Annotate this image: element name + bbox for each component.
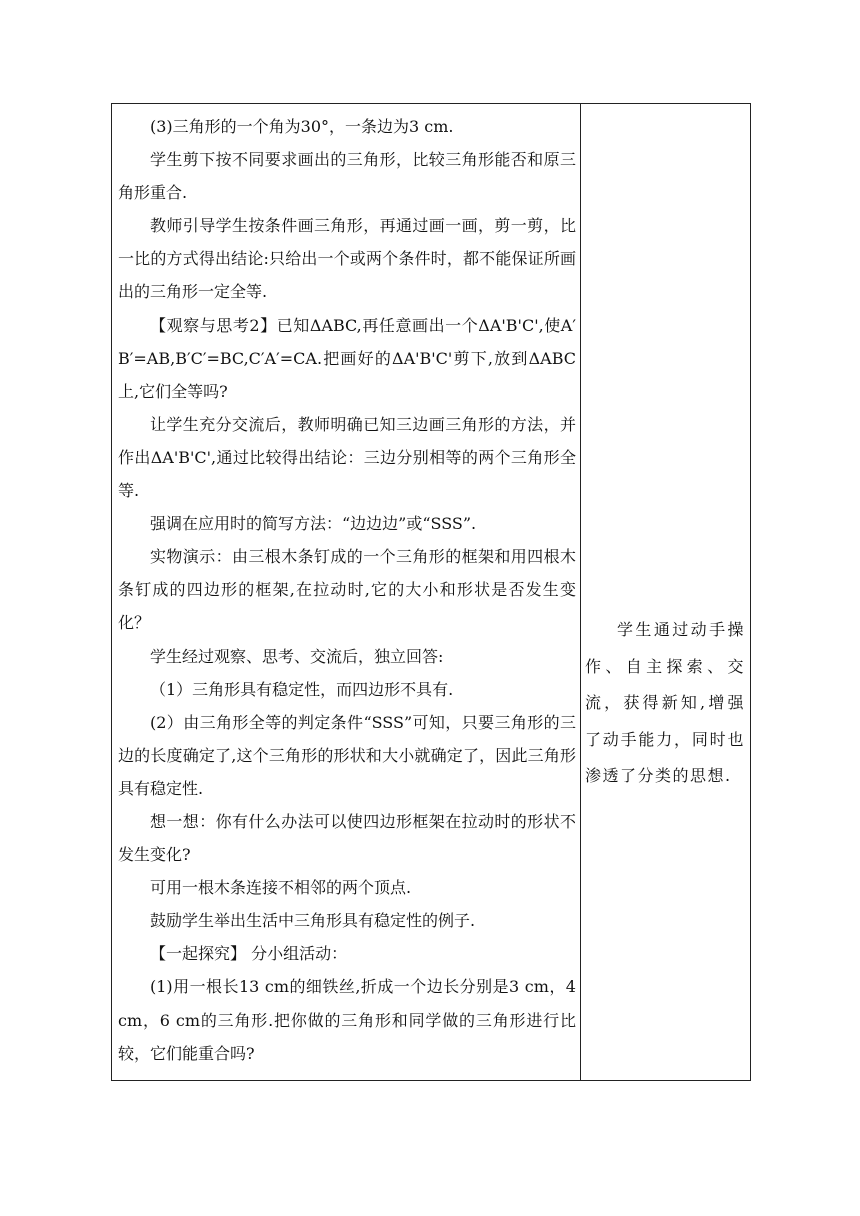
design-intent-cell — [585, 612, 745, 795]
design-intent-note: 学生通过动手操作、自主探索、交流，获得新知,增强了动手能力，同时也渗透了分类的思想. — [585, 620, 745, 785]
paragraph-wood-strip: 可用一根木条连接不相邻的两个顶点. — [150, 878, 412, 898]
paragraph-explore-together: 【一起探究】 分小组活动： — [150, 944, 348, 964]
paragraph-condition-3: (3)三角形的一个角为30°，一条边为3 cm. — [150, 117, 454, 136]
paragraph-observe-think-2: 【观察与思考2】已知ΔABC,再任意画出一个ΔA'B'C',使A′B′=AB,B′C′=BC,C′A′=CA.把画好的ΔA'B'C'剪下,放到ΔABC上,它们全等吗? — [118, 315, 576, 401]
paragraph-exchange-conclusion: 让学生充分交流后，教师明确已知三边画三角形的方法，并作出ΔA'B'C',通过比较得出结论：三边分别相等的两个三角形全等. — [118, 414, 576, 501]
paragraph-wire-activity: (1)用一根长13 cm的细铁丝,折成一个边长分别是3 cm，4 cm，6 cm的三角形.把你做的三角形和同学做的三角形进行比较，它们能重合吗? — [118, 977, 576, 1063]
paragraph-students-answer: 学生经过观察、思考、交流后，独立回答: — [150, 646, 444, 666]
paragraph-teacher-guide: 教师引导学生按条件画三角形，再通过画一画，剪一剪，比一比的方式得出结论:只给出一个或两个条件时，都不能保证所画出的三角形一定全等. — [118, 216, 576, 302]
column-divider — [580, 103, 581, 1081]
paragraph-answer-2: (2）由三角形全等的判定条件“SSS”可知，只要三角形的三边的长度确定了,这个三角形的形状和大小就确定了，因此三角形具有稳定性. — [118, 712, 576, 798]
paragraph-life-examples: 鼓励学生举出生活中三角形具有稳定性的例子. — [150, 911, 476, 931]
paragraph-sss-shorthand: 强调在应用时的简写方法：“边边边”或“SSS”. — [150, 514, 477, 534]
paragraph-demonstration: 实物演示：由三根木条钉成的一个三角形的框架和用四根木条钉成的四边形的框架,在拉动时,它的大小和形状是否发生变化？ — [118, 547, 576, 633]
paragraph-students-cut: 学生剪下按不同要求画出的三角形，比较三角形能否和原三角形重合. — [118, 150, 576, 203]
paragraph-answer-1: （1）三角形具有稳定性，而四边形不具有. — [150, 679, 454, 699]
teaching-process-cell — [118, 110, 576, 1070]
paragraph-think-about: 想一想：你有什么办法可以使四边形框架在拉动时的形状不发生变化? — [118, 811, 576, 865]
